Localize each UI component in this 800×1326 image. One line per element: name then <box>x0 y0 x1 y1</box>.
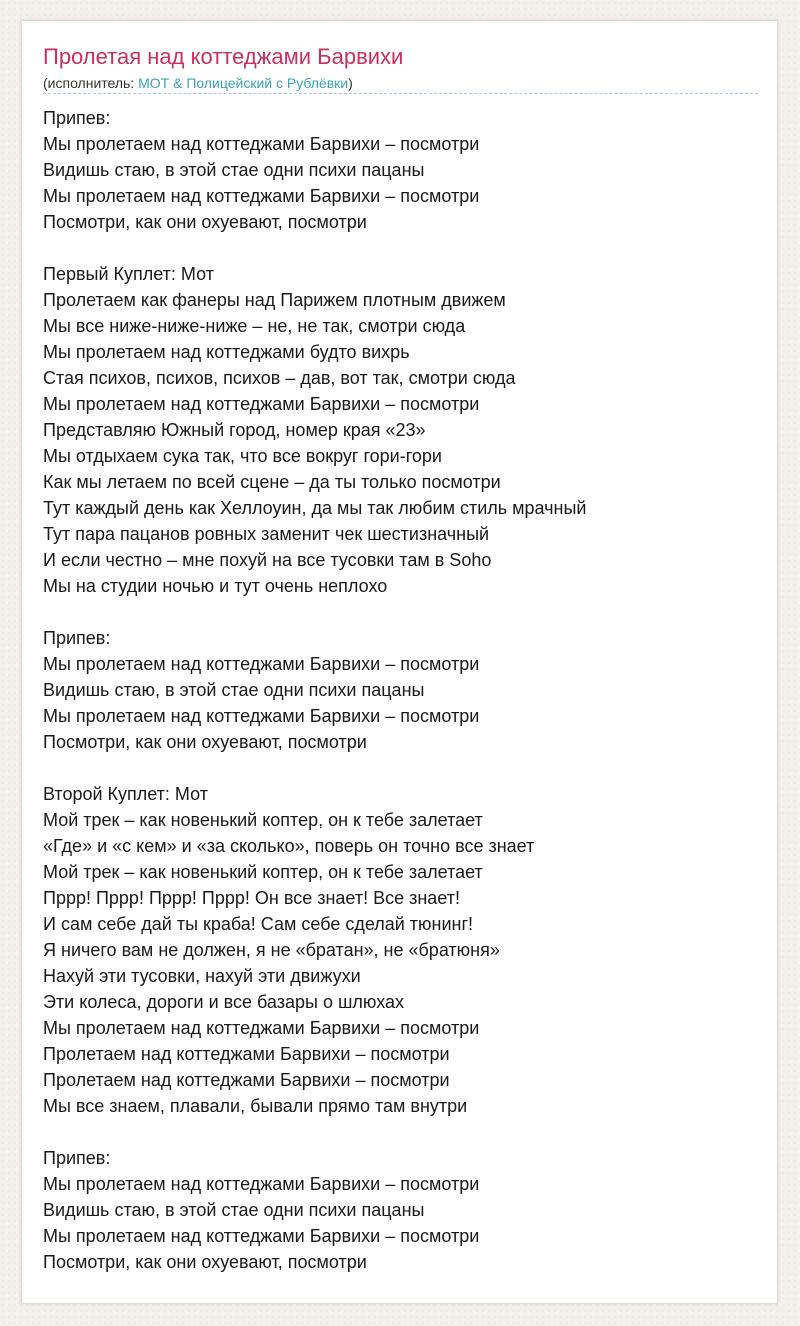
lyric-line: Мы на студии ночью и тут очень неплохо <box>43 576 388 596</box>
lyric-line: Мы пролетаем над коттеджами Барвихи – посмотри <box>43 186 480 206</box>
stanza-heading: Припев: <box>43 628 111 648</box>
lyric-line: Пролетаем над коттеджами Барвихи – посмотри <box>43 1070 450 1090</box>
artist-byline <box>43 74 353 92</box>
lyric-line: Мы отдыхаем сука так, что все вокруг гори-гори <box>43 446 442 466</box>
lyric-line: Тут пара пацанов ровных заменит чек шестизначный <box>43 524 490 544</box>
lyric-line: Видишь стаю, в этой стае одни психи пацаны <box>43 680 425 700</box>
lyric-line: Я ничего вам не должен, я не «братан», не «братюня» <box>43 940 500 960</box>
lyric-line: И сам себе дай ты краба! Сам себе сделай тюнинг! <box>43 914 474 934</box>
stanza <box>43 261 763 599</box>
lyric-line: Мы пролетаем над коттеджами Барвихи – посмотри <box>43 654 480 674</box>
lyric-line: «Где» и «с кем» и «за сколько», поверь он точно все знает <box>43 836 535 856</box>
lyrics-card <box>21 20 778 1304</box>
lyric-line: Посмотри, как они охуевают, посмотри <box>43 1252 367 1272</box>
lyrics-body <box>43 105 763 1301</box>
title-divider <box>43 93 758 94</box>
stanza-heading: Второй Куплет: Мот <box>43 784 208 804</box>
lyric-line: Мы пролетаем над коттеджами Барвихи – посмотри <box>43 134 480 154</box>
artist-link[interactable]: МОТ & Полицейский с Рублёвки <box>138 75 349 91</box>
lyric-line: Мой трек – как новенький коптер, он к тебе залетает <box>43 810 483 830</box>
lyric-line: Мы пролетаем над коттеджами Барвихи – посмотри <box>43 706 480 726</box>
stanza-heading: Первый Куплет: Мот <box>43 264 214 284</box>
lyric-line: Мы пролетаем над коттеджами Барвихи – посмотри <box>43 394 480 414</box>
lyric-line: Мы пролетаем над коттеджами Барвихи – посмотри <box>43 1226 480 1246</box>
lyric-line: Представляю Южный город, номер края «23» <box>43 420 426 440</box>
lyric-line: Мой трек – как новенький коптер, он к тебе залетает <box>43 862 483 882</box>
stanza-heading: Припев: <box>43 1148 111 1168</box>
lyric-line: Мы пролетаем над коттеджами Барвихи – посмотри <box>43 1018 480 1038</box>
lyric-line: Пролетаем как фанеры над Парижем плотным движем <box>43 290 506 310</box>
lyric-line: Посмотри, как они охуевают, посмотри <box>43 732 367 752</box>
song-title: Пролетая над коттеджами Барвихи <box>43 44 404 69</box>
lyric-line: Пррр! Пррр! Пррр! Пррр! Он все знает! Все знает! <box>43 888 460 908</box>
lyric-line: Пролетаем над коттеджами Барвихи – посмотри <box>43 1044 450 1064</box>
lyric-line: Мы пролетаем над коттеджами Барвихи – посмотри <box>43 1174 480 1194</box>
lyric-line: Видишь стаю, в этой стае одни психи пацаны <box>43 1200 425 1220</box>
lyric-line: И если честно – мне похуй на все тусовки там в Soho <box>43 550 492 570</box>
lyric-line: Как мы летаем по всей сцене – да ты только посмотри <box>43 472 501 492</box>
lyric-line: Видишь стаю, в этой стае одни психи пацаны <box>43 160 425 180</box>
stanza <box>43 1145 763 1275</box>
lyric-line: Нахуй эти тусовки, нахуй эти движухи <box>43 966 361 986</box>
stanza <box>43 781 763 1119</box>
lyric-line: Мы все знаем, плавали, бывали прямо там внутри <box>43 1096 468 1116</box>
lyric-line: Стая психов, психов, психов – дав, вот так, смотри сюда <box>43 368 516 388</box>
stanza <box>43 625 763 755</box>
lyric-line: Мы все ниже-ниже-ниже – не, не так, смотри сюда <box>43 316 466 336</box>
stanza <box>43 105 763 235</box>
lyric-line: Эти колеса, дороги и все базары о шлюхах <box>43 992 405 1012</box>
lyric-line: Тут каждый день как Хеллоуин, да мы так любим стиль мрачный <box>43 498 587 518</box>
lyric-line: Посмотри, как они охуевают, посмотри <box>43 212 367 232</box>
stanza-heading: Припев: <box>43 108 111 128</box>
artist-prefix: (исполнитель: <box>43 75 139 91</box>
lyric-line: Мы пролетаем над коттеджами будто вихрь <box>43 342 410 362</box>
artist-suffix: ) <box>348 75 353 91</box>
